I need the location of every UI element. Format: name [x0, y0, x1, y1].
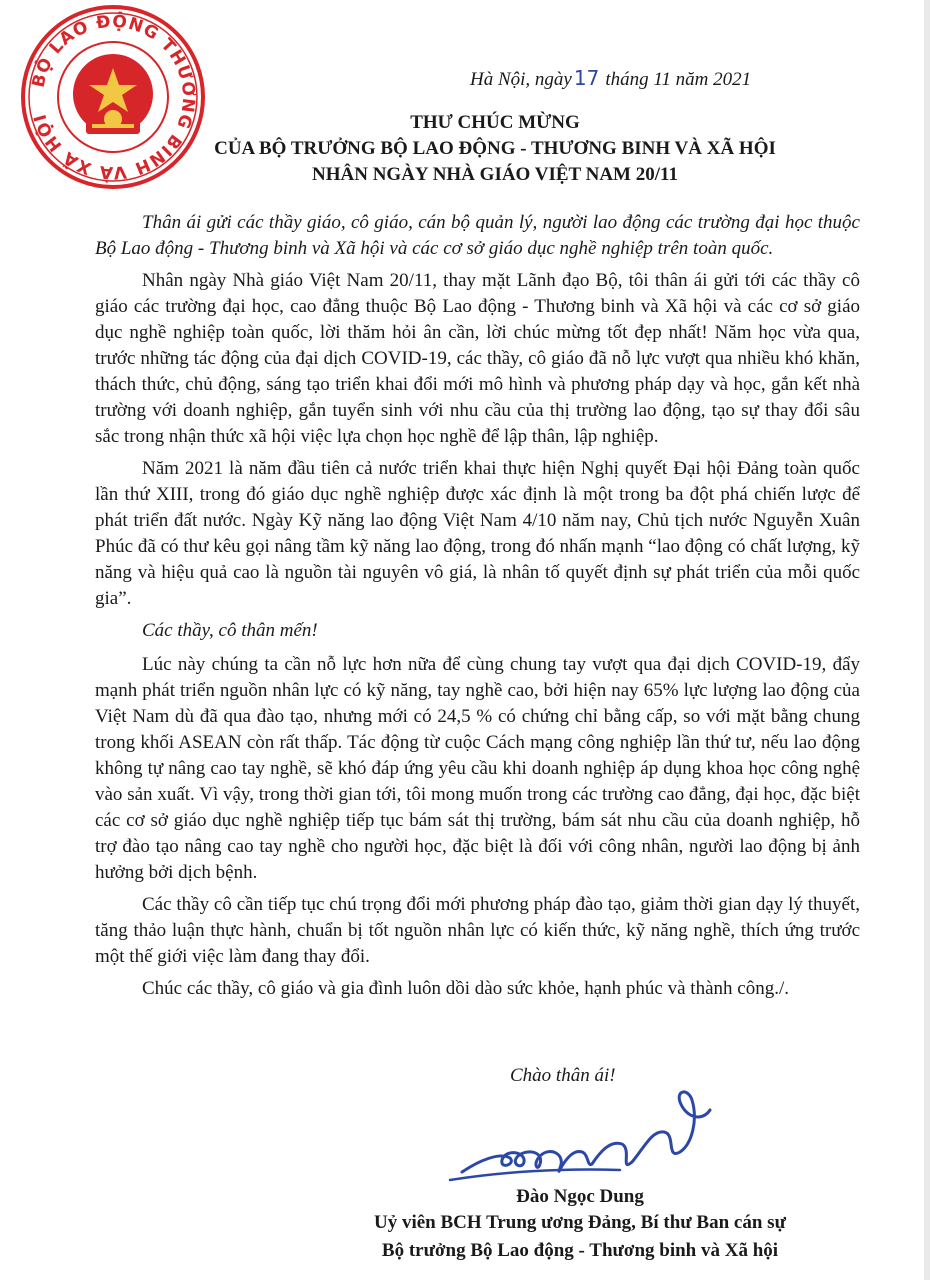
paragraph-2: Năm 2021 là năm đầu tiên cả nước triển khai thực hiện Nghị quyết Đại hội Đảng toàn quốc lần thứ XIII, trong đó giáo dục nghề nghiệp được xác định là một trong ba đột phá chiến lược để phát triển đất nước. Ngày Kỹ năng lao động Việt Nam 4/10 năm nay, Chủ tịch nước Nguyễn Xuân Phúc đã có thư kêu gọi nâng tầm kỹ năng lao động, trong đó nhấn mạnh “lao động có chất lượng, kỹ năng và hiệu quả cao là nguồn tài nguyên vô giá, là nhân tố quyết định sự phát triển của mỗi quốc gia”. [95, 458, 860, 609]
paragraph-4: Các thầy cô cần tiếp tục chú trọng đổi mới phương pháp đào tạo, giảm thời gian dạy lý thuyết, tăng thảo luận thực hành, chuẩn bị tốt nguồn nhân lực có kiến thức, kỹ năng nghề, thích ứng trước một thế giới việc làm đang thay đổi. [95, 894, 860, 967]
place-and-date [470, 66, 751, 91]
page-edge [924, 0, 930, 1280]
signer-name: Đào Ngọc Dung [516, 1186, 644, 1207]
place-date-suffix: tháng 11 năm 2021 [605, 69, 752, 90]
title-line-1: THƯ CHÚC MỪNG [410, 112, 580, 133]
paragraph-3: Lúc này chúng ta cần nỗ lực hơn nữa để cùng chung tay vượt qua đại dịch COVID-19, đẩy mạnh phát triển nguồn nhân lực có kỹ năng, tay nghề cao, bởi hiện nay 65% lực lượng lao động của Việt Nam dù đã qua đào tạo, nhưng mới có 24,5 % có chứng chỉ bằng cấp, so với mặt bằng chung trong khối ASEAN còn rất thấp. Tác động từ cuộc Cách mạng công nghiệp lần thứ tư, nếu lao động không tự nâng cao tay nghề, sẽ khó đáp ứng yêu cầu khi doanh nghiệp áp dụng khoa học công nghệ vào sản xuất. Vì vậy, trong thời gian tới, tôi mong muốn trong các trường cao đẳng, đại học, đặc biệt các cơ sở giáo dục nghề nghiệp tiếp tục bám sát thị trường, bám sát nhu cầu của doanh nghiệp, hỗ trợ đào tạo nâng cao tay nghề cho người học, đặc biệt là đối với công nhân, người lao động bị ảnh hưởng bởi dịch bệnh. [95, 654, 860, 883]
closing-greeting: Chào thân ái! [510, 1065, 616, 1086]
salutation: Các thầy, cô thân mến! [142, 620, 318, 641]
signer-position-2: Bộ trưởng Bộ Lao động - Thương binh và Xã hội [381, 1240, 779, 1261]
title-line-2: CỦA BỘ TRƯỞNG BỘ LAO ĐỘNG - THƯƠNG BINH VÀ XÃ HỘI [214, 138, 776, 159]
seal-text: BỘ LAO ĐỘNG THƯƠNG BINH VÀ XÃ HỘI [28, 11, 199, 183]
ministry-seal-icon [18, 2, 208, 192]
letter-body [95, 210, 860, 1008]
paragraph-5: Chúc các thầy, cô giáo và gia đình luôn dồi dào sức khỏe, hạnh phúc và thành công./. [142, 978, 789, 999]
greeting-paragraph: Thân ái gửi các thầy giáo, cô giáo, cán bộ quản lý, người lao động các trường đại học thuộc Bộ Lao động - Thương binh và Xã hội và các cơ sở giáo dục nghề nghiệp trên toàn quốc. [95, 212, 860, 259]
place-date-prefix: Hà Nội, ngày [470, 69, 572, 90]
signature-icon [440, 1060, 740, 1190]
handwritten-day: 17 [573, 66, 600, 90]
paragraph-1: Nhân ngày Nhà giáo Việt Nam 20/11, thay mặt Lãnh đạo Bộ, tôi thân ái gửi tới các thầy cô giáo các trường đại học, cao đẳng thuộc Bộ Lao động - Thương binh và Xã hội và các cơ sở giáo dục nghề nghiệp toàn quốc, lời thăm hỏi ân cần, lời chúc mừng tốt đẹp nhất! Năm học vừa qua, trước những tác động của đại dịch COVID-19, các thầy, cô giáo đã nỗ lực vượt qua nhiều khó khăn, thách thức, chủ động, sáng tạo triển khai đổi mới mô hình và phương pháp dạy và học, gắn kết nhà trường với doanh nghiệp, gắn tuyển sinh với nhu cầu của thị trường lao động, tạo sự thay đổi sâu sắc trong nhận thức xã hội việc lựa chọn học nghề để lập thân, lập nghiệp. [95, 270, 860, 447]
signer-position-1: Uỷ viên BCH Trung ương Đảng, Bí thư Ban cán sự [374, 1212, 786, 1233]
title-line-3: NHÂN NGÀY NHÀ GIÁO VIỆT NAM 20/11 [312, 164, 678, 185]
